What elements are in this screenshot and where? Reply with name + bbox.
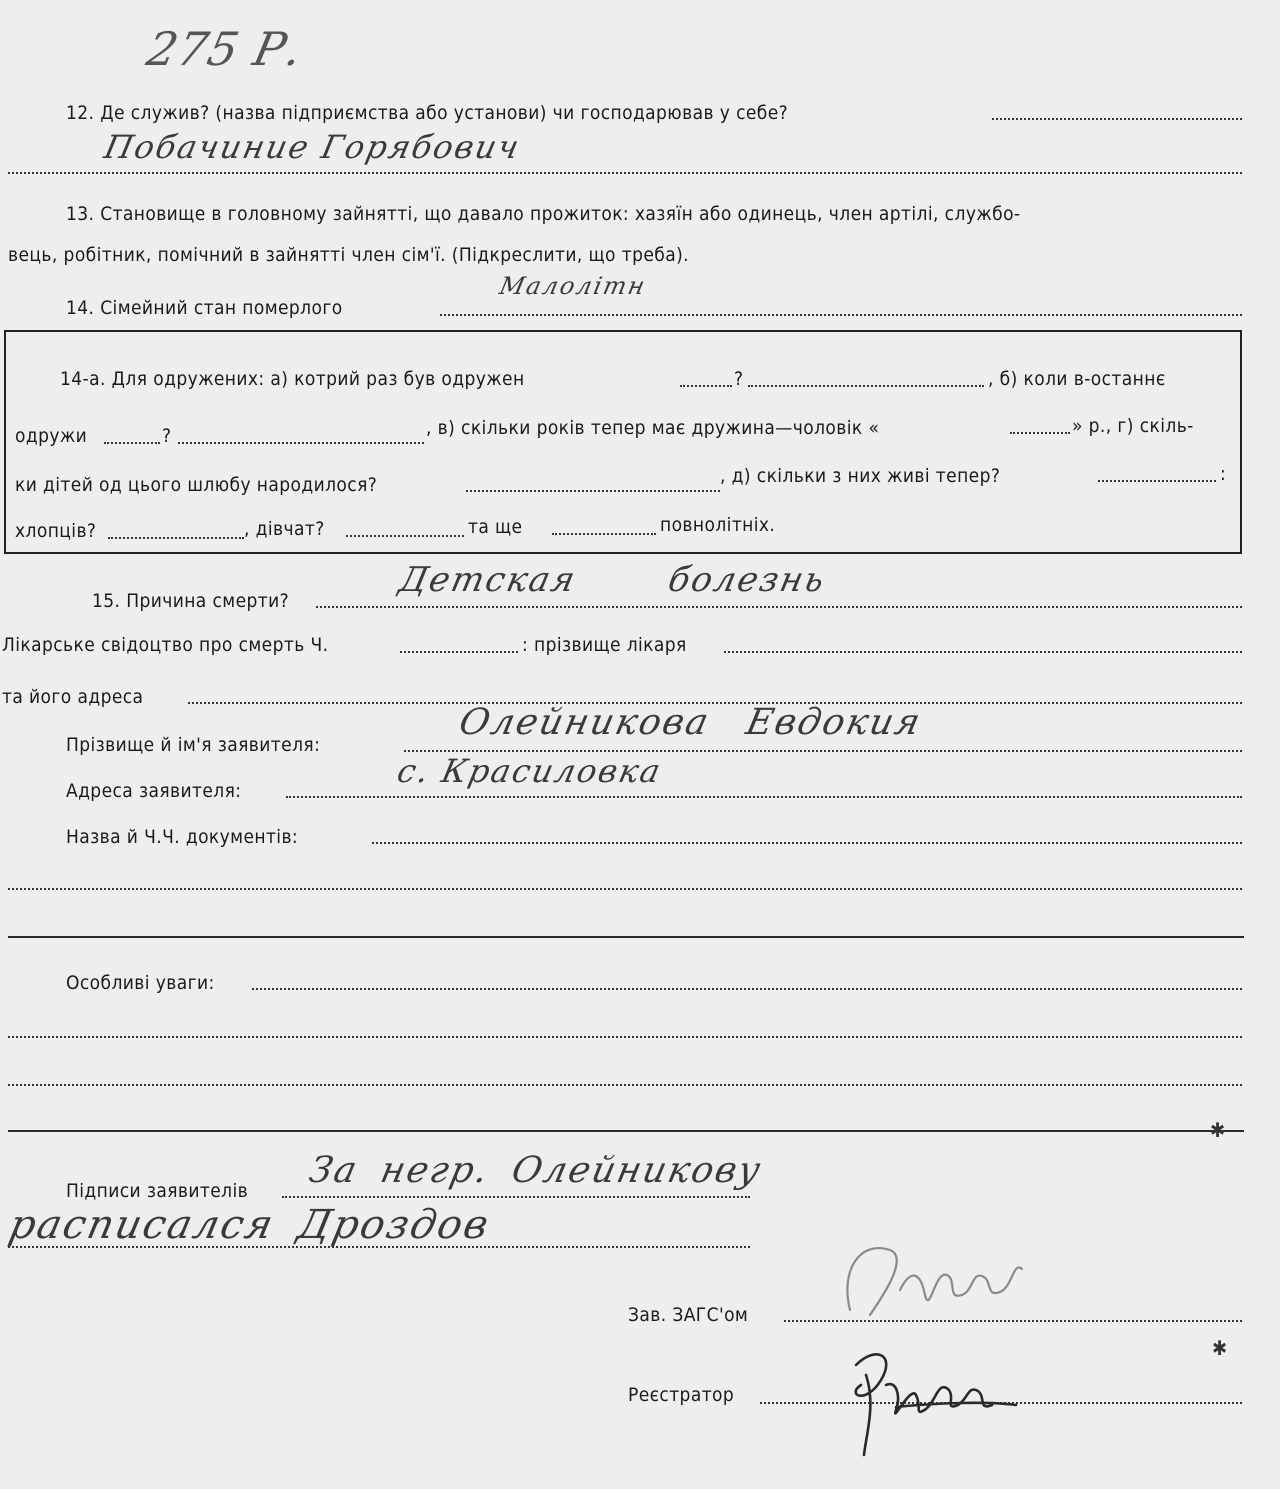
asterisk-mark-2: ✱	[1212, 1336, 1228, 1360]
applicant-address-line	[286, 796, 1242, 798]
zags-head-signature	[820, 1230, 1050, 1340]
q14a-more-field[interactable]	[552, 533, 656, 535]
doctor-name-field[interactable]	[724, 651, 1242, 653]
q14a-children-alive-field[interactable]	[1098, 480, 1216, 482]
section-divider-2	[8, 1130, 1244, 1132]
remarks-line-1	[252, 988, 1242, 990]
applicant-docs-label: Назва й Ч.Ч. документів:	[66, 826, 299, 848]
q14a-line3-label: ки дітей од цього шлюбу народилося?	[15, 474, 378, 496]
q14a-line2-mid: , в) скільки років тепер має дружина—чоловік «	[426, 417, 880, 439]
q14a-children-born-field[interactable]	[466, 490, 720, 492]
signature-text-line2: расписался Дроздов	[5, 1202, 495, 1248]
q12-line-1	[992, 118, 1242, 120]
signature-text-line1: За негр. Олейникову	[305, 1150, 766, 1191]
applicant-address-value: с. Красиловка	[393, 752, 666, 790]
q12-label: 12. Де служив? (назва підприємства або установи) чи господарював у себе?	[66, 102, 789, 124]
zags-head-label: Зав. ЗАГС'ом	[628, 1304, 749, 1326]
q14a-line2-end: » р., г) скіль-	[1072, 415, 1194, 437]
q14-label: 14. Сімейний стан померлого	[66, 297, 343, 319]
q14a-line1-label: 14-а. Для одружених: а) котрий раз був одружен	[60, 368, 525, 390]
q13-line-2: вець, робітник, помічний в зайнятті член сім'ї. (Підкреслити, що треба).	[8, 244, 689, 266]
q14a-girls-field[interactable]	[346, 535, 464, 537]
q14a-spouse-age-field[interactable]	[1010, 432, 1070, 434]
q15-label: 15. Причина смерти?	[92, 590, 290, 612]
q14a-line3-end: :	[1220, 463, 1227, 485]
q14a-line1-q: ?	[734, 368, 744, 390]
asterisk-mark: ✱	[1210, 1118, 1226, 1142]
q14a-line2-label: одружи	[15, 425, 88, 447]
q14a-line2-q: ?	[162, 425, 172, 447]
q15-line	[316, 606, 1242, 608]
q12-answer: Побачиние Горябович	[100, 128, 525, 166]
applicant-name-value: Олейникова Евдокия	[455, 702, 926, 743]
q14a-line3-mid: , д) скільки з них живі тепер?	[720, 465, 1001, 487]
applicant-name-label: Прізвище й ім'я заявителя:	[66, 734, 321, 756]
doctor-cert-number-field[interactable]	[400, 651, 518, 653]
registrar-label: Реєстратор	[628, 1384, 735, 1406]
q14-line	[440, 314, 1242, 316]
q14a-last-married-field[interactable]	[104, 442, 160, 444]
q13-line-1: 13. Становище в головному зайнятті, що давало прожиток: хазяїн або одинець, член артілі, службо-	[66, 203, 1021, 225]
q14a-marriage-count-field-2[interactable]	[748, 385, 984, 387]
section-divider-1	[8, 936, 1244, 938]
applicant-docs-line-1	[372, 842, 1242, 844]
q14a-line4-boys: хлопців?	[15, 520, 97, 542]
registrar-signature	[836, 1335, 1036, 1465]
q14-answer: Малолітн	[497, 272, 650, 300]
remarks-label: Особливі уваги:	[66, 972, 215, 994]
q14a-line4-adults: повнолітніх.	[660, 514, 776, 536]
q14a-line4-more: та ще	[468, 516, 523, 538]
q12-line-2	[8, 172, 1242, 174]
q14a-marriage-count-field[interactable]	[680, 385, 732, 387]
doctor-name-label: : прізвище лікаря	[522, 634, 687, 656]
signatures-line-1	[282, 1196, 750, 1198]
archive-stamp-number: 275 Р.	[142, 22, 308, 76]
signatures-label: Підписи заявителів	[66, 1180, 249, 1202]
q14a-last-married-field-2[interactable]	[178, 442, 424, 444]
q14a-boys-field[interactable]	[108, 537, 244, 539]
remarks-line-2	[8, 1036, 1242, 1038]
applicant-docs-line-2	[8, 888, 1242, 890]
q14a-line4-girls: , дівчат?	[244, 518, 325, 540]
q14a-line1-end: , б) коли в-останнє	[988, 368, 1166, 390]
remarks-line-3	[8, 1084, 1242, 1086]
q15-answer: Детская болезнь	[395, 560, 830, 600]
applicant-address-label: Адреса заявителя:	[66, 780, 242, 802]
doctor-cert-label: Лікарське свідоцтво про смерть Ч.	[2, 634, 329, 656]
doctor-address-label: та його адреса	[2, 686, 144, 708]
